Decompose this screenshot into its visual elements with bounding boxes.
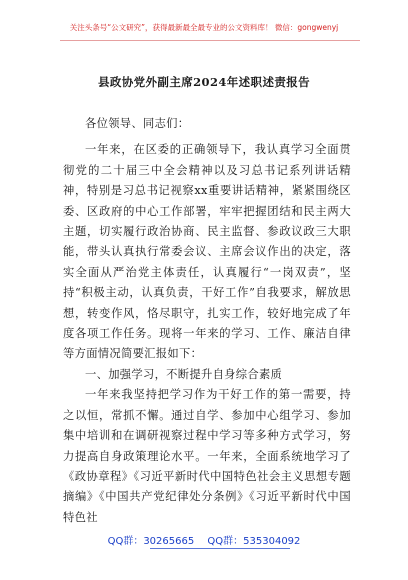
header-banner: 关注头条号“公文研究”，获得最新最全最专业的公文资料库！ 微信：gongwenyj (69, 23, 339, 32)
section-paragraph: 一年来我坚持把学习作为干好工作的第一需要，持之以恒，常抓不懈。通过自学、参加中心组学习、参加集中培训和在调研视察过程中学习等多种方式学习，努力提高自身政策理论水平。一年来，全面系统地学习了《政协章程》《习近平新时代中国特色社会主义思想专题摘编》《中国共产党纪律处分条例》《习近平新时代中国特色社 (63, 388, 351, 524)
intro-paragraph: 一年来，在区委的正确领导下，我认真学习全面贯彻党的二十届三中全会精神以及习总书记系列讲话精神，特别是习总书记视察xx重要讲话精神，紧紧围绕区委、区政府的中心工作部署，牢牢把握团结和民主两大主题，切实履行政治协商、民主监督、参政议政三大职能，带头认真执行常委会议、主席会议作出的决定，落实全面从严治党主体责任，认真履行“一岗双责”，坚持“积极主动，认真负责，干好工作”自我要求，解放思想，转变作风，恪尽职守，扎实工作，较好地完成了年度各项工作任务。现将一年来的学习、工作、廉洁自律等方面情况简要汇报如下： (63, 143, 351, 361)
footer-contact (0, 532, 408, 547)
footer-underline (150, 548, 290, 549)
footer-qq-group-2: QQ群：535304092 (207, 536, 301, 547)
document-body (63, 114, 351, 528)
document-title: 县政协党外副主席2024年述职述责报告 (97, 75, 311, 89)
footer-qq-group-1: QQ群：30265665 (107, 536, 195, 547)
salutation: 各位领导、同志们： (85, 117, 190, 130)
section-heading: 一、加强学习，不断提升自身综合素质 (85, 367, 283, 381)
header-divider (60, 40, 360, 41)
